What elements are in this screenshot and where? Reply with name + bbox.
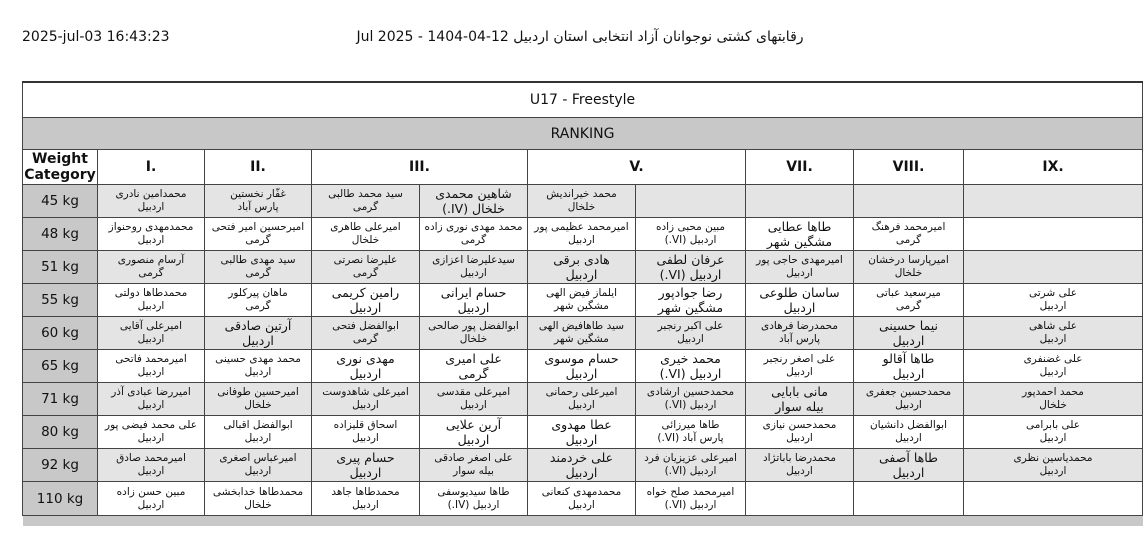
athlete-name: امیرعلی شاهدوست bbox=[322, 386, 409, 398]
athlete-name: سیدعلیرضا اعزازی bbox=[432, 254, 515, 266]
weight-category-cell: 110 kg bbox=[23, 482, 98, 516]
athlete-cell bbox=[312, 416, 420, 449]
athlete-club: گرمی bbox=[352, 201, 379, 213]
athlete-club: اردبیل bbox=[242, 333, 274, 348]
athlete-club: اردبیل (VI.) bbox=[659, 267, 722, 282]
athlete-cell bbox=[964, 218, 1143, 251]
athlete-club: گرمی bbox=[458, 366, 489, 381]
athlete-club: اردبیل bbox=[244, 465, 272, 477]
athlete-cell bbox=[98, 251, 205, 284]
athlete-cell bbox=[964, 284, 1143, 317]
athlete-club: گرمی bbox=[245, 300, 271, 312]
athlete-cell bbox=[528, 350, 636, 383]
athlete-club: بیله سوار bbox=[775, 399, 824, 414]
athlete-name: محمدطاها دولتی bbox=[114, 287, 188, 299]
weight-category-header: Weight Category bbox=[24, 151, 96, 183]
place-header: III. bbox=[312, 150, 528, 185]
athlete-cell bbox=[98, 185, 205, 218]
athlete-name: آرسام منصوری bbox=[117, 254, 185, 266]
athlete-name: محمدیاسین نظری bbox=[1013, 452, 1093, 464]
athlete-cell bbox=[964, 416, 1143, 449]
athlete-club: خلخال bbox=[244, 498, 272, 511]
athlete-club: گرمی bbox=[460, 234, 487, 246]
weight-category-cell: 71 kg bbox=[23, 383, 98, 416]
athlete-name: محمدحسین جعفری bbox=[865, 386, 952, 398]
athlete-cell bbox=[420, 416, 528, 449]
athlete-club: اردبیل bbox=[786, 267, 813, 279]
athlete-name: نیما حسینی bbox=[878, 318, 939, 333]
athlete-club: پارس آباد bbox=[778, 333, 821, 345]
athlete-cell bbox=[205, 350, 312, 383]
athlete-club: خلخال bbox=[1039, 399, 1067, 411]
place-header: VIII. bbox=[854, 150, 964, 185]
athlete-club: اردبیل bbox=[137, 333, 165, 345]
athlete-club: اردبیل bbox=[137, 465, 165, 477]
athlete-cell bbox=[205, 416, 312, 449]
athlete-club: خلخال bbox=[894, 267, 923, 279]
athlete-cell bbox=[964, 185, 1143, 218]
athlete-name: علی خردمند bbox=[549, 450, 614, 465]
athlete-cell bbox=[420, 251, 528, 284]
athlete-name: محمد خیراندیش bbox=[546, 188, 617, 200]
athlete-club: گرمی bbox=[352, 333, 379, 345]
athlete-cell bbox=[98, 218, 205, 251]
athlete-cell bbox=[205, 218, 312, 251]
athlete-cell bbox=[205, 449, 312, 482]
weight-category-cell: 80 kg bbox=[23, 416, 98, 449]
athlete-name: امیرمحمد صادق bbox=[116, 452, 186, 464]
athlete-club: اردبیل bbox=[244, 432, 272, 444]
athlete-club: اردبیل bbox=[568, 399, 595, 411]
athlete-club: اردبیل bbox=[892, 465, 925, 480]
athlete-club: اردبیل bbox=[460, 267, 487, 279]
athlete-cell bbox=[205, 251, 312, 284]
athlete-cell bbox=[854, 482, 964, 516]
athlete-cell bbox=[98, 317, 205, 350]
athlete-club: اردبیل bbox=[1039, 366, 1067, 378]
athlete-cell bbox=[964, 251, 1143, 284]
athlete-club: گرمی bbox=[245, 234, 271, 246]
athlete-name: علی شاهی bbox=[1028, 320, 1078, 332]
athlete-name: علی غضنفری bbox=[1023, 353, 1083, 365]
athlete-name: محمدرضا باباتژاد bbox=[762, 452, 837, 464]
table-row bbox=[23, 251, 1143, 284]
report-title: Jul 2025 - رقابتهای کشتی نوجوانان آزاد انتخابی استان اردبیل 12-04-1404 bbox=[356, 29, 804, 45]
athlete-name: ساسان طلوعی bbox=[759, 285, 840, 300]
athlete-name: طاها آصفی bbox=[879, 450, 938, 465]
athlete-name: محمدامین نادری bbox=[115, 188, 187, 200]
athlete-club: اردبیل bbox=[352, 399, 379, 411]
weight-category-cell: 45 kg bbox=[23, 185, 98, 218]
athlete-name: محمدحسین ارشادی bbox=[646, 386, 735, 398]
athlete-cell bbox=[98, 482, 205, 516]
athlete-name: محمدمهدی کنعانی bbox=[541, 485, 622, 498]
athlete-name: امیرعلی مقدسی bbox=[436, 386, 511, 398]
athlete-club: اردبیل (VI.) bbox=[659, 366, 722, 381]
athlete-name: مبین حسن زاده bbox=[116, 485, 186, 498]
athlete-name: محمدطاها جاهد bbox=[331, 485, 400, 498]
athlete-cell bbox=[528, 383, 636, 416]
athlete-cell bbox=[98, 416, 205, 449]
athlete-name: امیرپارسا درخشان bbox=[868, 254, 949, 266]
athlete-cell bbox=[746, 416, 854, 449]
athlete-name: امیرعلی طاهری bbox=[330, 221, 401, 233]
athlete-cell bbox=[420, 218, 528, 251]
athlete-club: اردبیل bbox=[137, 498, 165, 511]
athlete-name: محمدحسن نیازی bbox=[762, 419, 837, 431]
ranking-table-container bbox=[22, 81, 1093, 534]
athlete-name: مبین محبی زاده bbox=[655, 221, 726, 233]
athlete-cell bbox=[746, 482, 854, 516]
athlete-club: اردبیل (IV.) bbox=[447, 498, 500, 511]
athlete-cell bbox=[854, 284, 964, 317]
athlete-cell bbox=[98, 383, 205, 416]
athlete-club: بیله سوار bbox=[453, 465, 494, 477]
athlete-name: امیرمحمد عظیمی پور bbox=[534, 221, 629, 233]
athlete-club: اردبیل bbox=[786, 465, 813, 477]
athlete-club: پارس آباد bbox=[237, 201, 279, 213]
athlete-cell bbox=[854, 251, 964, 284]
athlete-name: رامین کریمی bbox=[331, 285, 400, 300]
athlete-cell bbox=[420, 383, 528, 416]
athlete-cell bbox=[746, 284, 854, 317]
athlete-name: امیرمحمد صلح خواه bbox=[646, 485, 735, 498]
athlete-cell bbox=[420, 449, 528, 482]
athlete-cell bbox=[420, 317, 528, 350]
athlete-name: امیررضا عبادی آذر bbox=[111, 386, 191, 398]
athlete-name: علی اصغر رنجبر bbox=[763, 353, 836, 365]
table-row bbox=[23, 185, 1143, 218]
athlete-club: پارس آباد (VI.) bbox=[657, 432, 724, 444]
athlete-name: هادی برقی bbox=[553, 252, 610, 267]
athlete-cell bbox=[636, 383, 746, 416]
athlete-club: خلخال bbox=[351, 234, 380, 246]
athlete-cell bbox=[312, 317, 420, 350]
athlete-name: ماهان پیرکلور bbox=[228, 287, 288, 299]
athlete-cell bbox=[854, 350, 964, 383]
athlete-cell bbox=[964, 482, 1143, 516]
athlete-name: محمد مهدی نوری زاده bbox=[424, 221, 523, 233]
athlete-name: اسحاق قلیزاده bbox=[333, 419, 398, 431]
athlete-name: امیرحسین طوفانی bbox=[217, 386, 299, 398]
athlete-cell bbox=[98, 449, 205, 482]
athlete-cell bbox=[636, 416, 746, 449]
athlete-cell bbox=[312, 185, 420, 218]
athlete-cell bbox=[746, 317, 854, 350]
athlete-club: اردبیل bbox=[565, 432, 598, 447]
place-header: II. bbox=[205, 150, 312, 185]
athlete-name: ابوالفضل فتحی bbox=[332, 320, 399, 332]
athlete-name: علی شرتی bbox=[1028, 287, 1078, 299]
athlete-name: محمدطاها خدابخشی bbox=[212, 485, 304, 498]
athlete-cell bbox=[636, 350, 746, 383]
athlete-cell bbox=[528, 185, 636, 218]
athlete-club: اردبیل bbox=[352, 498, 379, 511]
athlete-cell bbox=[854, 218, 964, 251]
table-row bbox=[23, 482, 1143, 516]
athlete-name: امیرمحمد فرهنگ bbox=[871, 221, 946, 233]
athlete-name: علیرضا نصرتی bbox=[333, 254, 398, 266]
athlete-cell bbox=[205, 185, 312, 218]
weight-category-cell: 51 kg bbox=[23, 251, 98, 284]
athlete-cell bbox=[636, 482, 746, 516]
athlete-cell bbox=[964, 383, 1143, 416]
weight-category-cell: 65 kg bbox=[23, 350, 98, 383]
athlete-club: اردبیل bbox=[1039, 465, 1067, 477]
athlete-club: گرمی bbox=[352, 267, 379, 279]
table-footer-band bbox=[23, 516, 1143, 527]
athlete-name: علی اصغر صادقی bbox=[434, 452, 513, 464]
athlete-name: مهدی نوری bbox=[336, 351, 395, 366]
athlete-club: اردبیل bbox=[568, 234, 595, 246]
athlete-name: طاها عطایی bbox=[767, 219, 832, 234]
athlete-cell bbox=[312, 482, 420, 516]
athlete-name: طاها سیدیوسفی bbox=[437, 485, 510, 498]
athlete-cell bbox=[746, 449, 854, 482]
athlete-club: اردبیل bbox=[565, 267, 598, 282]
athlete-cell bbox=[98, 284, 205, 317]
athlete-club: اردبیل bbox=[1039, 432, 1067, 444]
athlete-club: اردبیل bbox=[457, 300, 490, 315]
ranking-rows bbox=[23, 185, 1143, 516]
athlete-name: علی بابرامی bbox=[1026, 419, 1080, 431]
place-header: I. bbox=[98, 150, 205, 185]
athlete-club: خلخال bbox=[244, 399, 272, 411]
athlete-cell bbox=[854, 383, 964, 416]
athlete-name: عرفان لطفی bbox=[656, 252, 725, 267]
athlete-cell bbox=[854, 416, 964, 449]
athlete-cell bbox=[746, 185, 854, 218]
section-heading: RANKING bbox=[23, 118, 1143, 150]
athlete-cell bbox=[205, 383, 312, 416]
athlete-club: مشگین شهر bbox=[554, 300, 609, 312]
athlete-cell bbox=[312, 383, 420, 416]
athlete-name: محمد احمدپور bbox=[1022, 386, 1084, 398]
athlete-club: اردبیل bbox=[137, 300, 165, 312]
athlete-name: شاهین محمدی bbox=[435, 186, 512, 201]
athlete-cell bbox=[636, 218, 746, 251]
athlete-cell bbox=[528, 284, 636, 317]
athlete-name: امیرمهدی حاجی پور bbox=[756, 254, 843, 266]
athlete-cell bbox=[420, 284, 528, 317]
athlete-club: اردبیل bbox=[786, 432, 813, 444]
athlete-name: حسام موسوی bbox=[544, 351, 619, 366]
athlete-cell bbox=[420, 185, 528, 218]
athlete-cell bbox=[746, 251, 854, 284]
athlete-club: مشگین شهر bbox=[657, 300, 724, 315]
athlete-cell bbox=[854, 449, 964, 482]
athlete-club: گرمی bbox=[245, 267, 271, 279]
athlete-club: اردبیل bbox=[137, 366, 165, 378]
weight-category-cell: 55 kg bbox=[23, 284, 98, 317]
athlete-club: اردبیل bbox=[457, 432, 490, 447]
athlete-club: اردبیل bbox=[137, 201, 165, 213]
athlete-cell bbox=[205, 317, 312, 350]
athlete-club: گرمی bbox=[895, 234, 922, 246]
athlete-club: اردبیل bbox=[137, 399, 165, 411]
category-title: U17 - Freestyle bbox=[23, 82, 1143, 118]
athlete-club: اردبیل bbox=[460, 399, 487, 411]
athlete-cell bbox=[528, 482, 636, 516]
athlete-name: امیرعلی آقایی bbox=[119, 320, 183, 332]
table-row bbox=[23, 449, 1143, 482]
athlete-cell bbox=[98, 350, 205, 383]
athlete-club: خلخال bbox=[459, 333, 488, 345]
athlete-club: مشگین شهر bbox=[554, 333, 609, 345]
ranking-table bbox=[22, 81, 1143, 526]
athlete-cell bbox=[205, 284, 312, 317]
athlete-cell bbox=[420, 482, 528, 516]
athlete-cell bbox=[854, 317, 964, 350]
athlete-name: امیرعباس اصغری bbox=[219, 452, 297, 464]
athlete-name: آرین علایی bbox=[445, 417, 502, 432]
athlete-name: علی امیری bbox=[445, 351, 502, 366]
table-row bbox=[23, 317, 1143, 350]
athlete-name: ابوالفضل دانشیان bbox=[869, 419, 948, 431]
athlete-club: اردبیل bbox=[565, 465, 598, 480]
athlete-cell bbox=[964, 350, 1143, 383]
athlete-club: اردبیل bbox=[568, 498, 595, 511]
athlete-club: اردبیل bbox=[892, 333, 925, 348]
athlete-club: خلخال (IV.) bbox=[442, 201, 505, 216]
athlete-club: گرمی bbox=[895, 300, 922, 312]
athlete-club: اردبیل (VI.) bbox=[664, 399, 717, 411]
athlete-cell bbox=[636, 251, 746, 284]
athlete-name: ایلماز فیض الهی bbox=[545, 287, 618, 299]
athlete-cell bbox=[636, 185, 746, 218]
athlete-club: اردبیل bbox=[783, 300, 816, 315]
athlete-club: اردبیل bbox=[895, 399, 922, 411]
athlete-cell bbox=[312, 284, 420, 317]
athlete-club: اردبیل bbox=[137, 432, 165, 444]
athlete-name: طاها آقالو bbox=[882, 351, 935, 366]
athlete-cell bbox=[312, 350, 420, 383]
athlete-cell bbox=[205, 482, 312, 516]
athlete-cell bbox=[636, 317, 746, 350]
athlete-cell bbox=[964, 317, 1143, 350]
athlete-cell bbox=[528, 317, 636, 350]
athlete-cell bbox=[746, 350, 854, 383]
weight-category-cell: 92 kg bbox=[23, 449, 98, 482]
athlete-club: اردبیل bbox=[352, 432, 379, 444]
athlete-club: اردبیل bbox=[895, 432, 922, 444]
athlete-club: اردبیل bbox=[244, 366, 272, 378]
athlete-club: اردبیل bbox=[1039, 300, 1067, 312]
athlete-club: اردبیل bbox=[565, 366, 598, 381]
athlete-club: اردبیل (VI.) bbox=[664, 234, 717, 246]
athlete-club: اردبیل bbox=[349, 366, 382, 381]
athlete-name: سید محمد طالبی bbox=[328, 188, 403, 200]
athlete-name: علی اکبر رنجبر bbox=[657, 320, 724, 332]
athlete-club: مشگین شهر bbox=[766, 234, 833, 249]
weight-category-cell: 60 kg bbox=[23, 317, 98, 350]
athlete-club: اردبیل bbox=[786, 366, 813, 378]
athlete-name: محمدرضا فرهادی bbox=[761, 320, 838, 332]
athlete-club: اردبیل bbox=[349, 465, 382, 480]
athlete-cell bbox=[746, 383, 854, 416]
athlete-name: حسام ایرانی bbox=[440, 285, 507, 300]
athlete-name: طاها میرزائی bbox=[661, 419, 720, 431]
report-datetime: 2025-jul-03 16:43:23 bbox=[22, 29, 170, 45]
athlete-cell bbox=[746, 218, 854, 251]
table-row bbox=[23, 350, 1143, 383]
athlete-name: امیرعلی رحمانی bbox=[545, 386, 618, 398]
athlete-cell bbox=[528, 251, 636, 284]
athlete-cell bbox=[636, 449, 746, 482]
athlete-name: امیرعلی عزیزیان فرد bbox=[644, 452, 737, 464]
athlete-cell bbox=[528, 218, 636, 251]
athlete-club: اردبیل bbox=[349, 300, 382, 315]
table-row bbox=[23, 284, 1143, 317]
athlete-name: محمدمهدی روحنواز bbox=[108, 221, 194, 233]
athlete-cell bbox=[636, 284, 746, 317]
place-header: V. bbox=[528, 150, 746, 185]
athlete-name: مانی بابایی bbox=[771, 384, 828, 399]
weight-category-cell: 48 kg bbox=[23, 218, 98, 251]
athlete-name: ابوالفضل پور صالحی bbox=[428, 320, 519, 332]
table-row bbox=[23, 218, 1143, 251]
athlete-cell bbox=[420, 350, 528, 383]
athlete-cell bbox=[854, 185, 964, 218]
athlete-cell bbox=[964, 449, 1143, 482]
athlete-name: محمد خیری bbox=[660, 351, 721, 366]
athlete-cell bbox=[312, 251, 420, 284]
athlete-name: ابوالفضل اقبالی bbox=[223, 419, 293, 431]
athlete-cell bbox=[312, 218, 420, 251]
athlete-club: اردبیل bbox=[677, 333, 704, 345]
athlete-name: میرسعید عباتی bbox=[876, 287, 941, 299]
athlete-name: امیرمحمد فاتحی bbox=[115, 353, 187, 365]
place-header: IX. bbox=[964, 150, 1143, 185]
athlete-name: غفّار نخستین bbox=[230, 188, 286, 200]
table-row bbox=[23, 383, 1143, 416]
athlete-cell bbox=[528, 449, 636, 482]
athlete-club: اردبیل (VI.) bbox=[664, 465, 717, 477]
athlete-name: سید طاهافیض الهی bbox=[538, 320, 625, 332]
athlete-cell bbox=[528, 416, 636, 449]
athlete-club: گرمی bbox=[138, 267, 164, 279]
athlete-name: سید مهدی طالبی bbox=[220, 254, 296, 266]
athlete-name: رضا جوادپور bbox=[658, 285, 723, 300]
athlete-club: اردبیل bbox=[1039, 333, 1067, 345]
table-row bbox=[23, 416, 1143, 449]
place-header: VII. bbox=[746, 150, 854, 185]
athlete-name: علی محمد فیضی پور bbox=[105, 419, 197, 431]
athlete-name: حسام پیری bbox=[336, 450, 395, 465]
athlete-cell bbox=[312, 449, 420, 482]
athlete-club: خلخال bbox=[567, 201, 596, 213]
athlete-name: عطا مهدوی bbox=[551, 417, 612, 432]
athlete-club: اردبیل bbox=[892, 366, 925, 381]
athlete-name: محمد مهدی حسینی bbox=[215, 353, 301, 365]
athlete-name: آرتین صادقی bbox=[224, 318, 292, 333]
athlete-name: امیرحسین امیر فتحی bbox=[211, 221, 305, 233]
athlete-club: اردبیل bbox=[137, 234, 165, 246]
athlete-club: اردبیل (VI.) bbox=[664, 498, 717, 511]
